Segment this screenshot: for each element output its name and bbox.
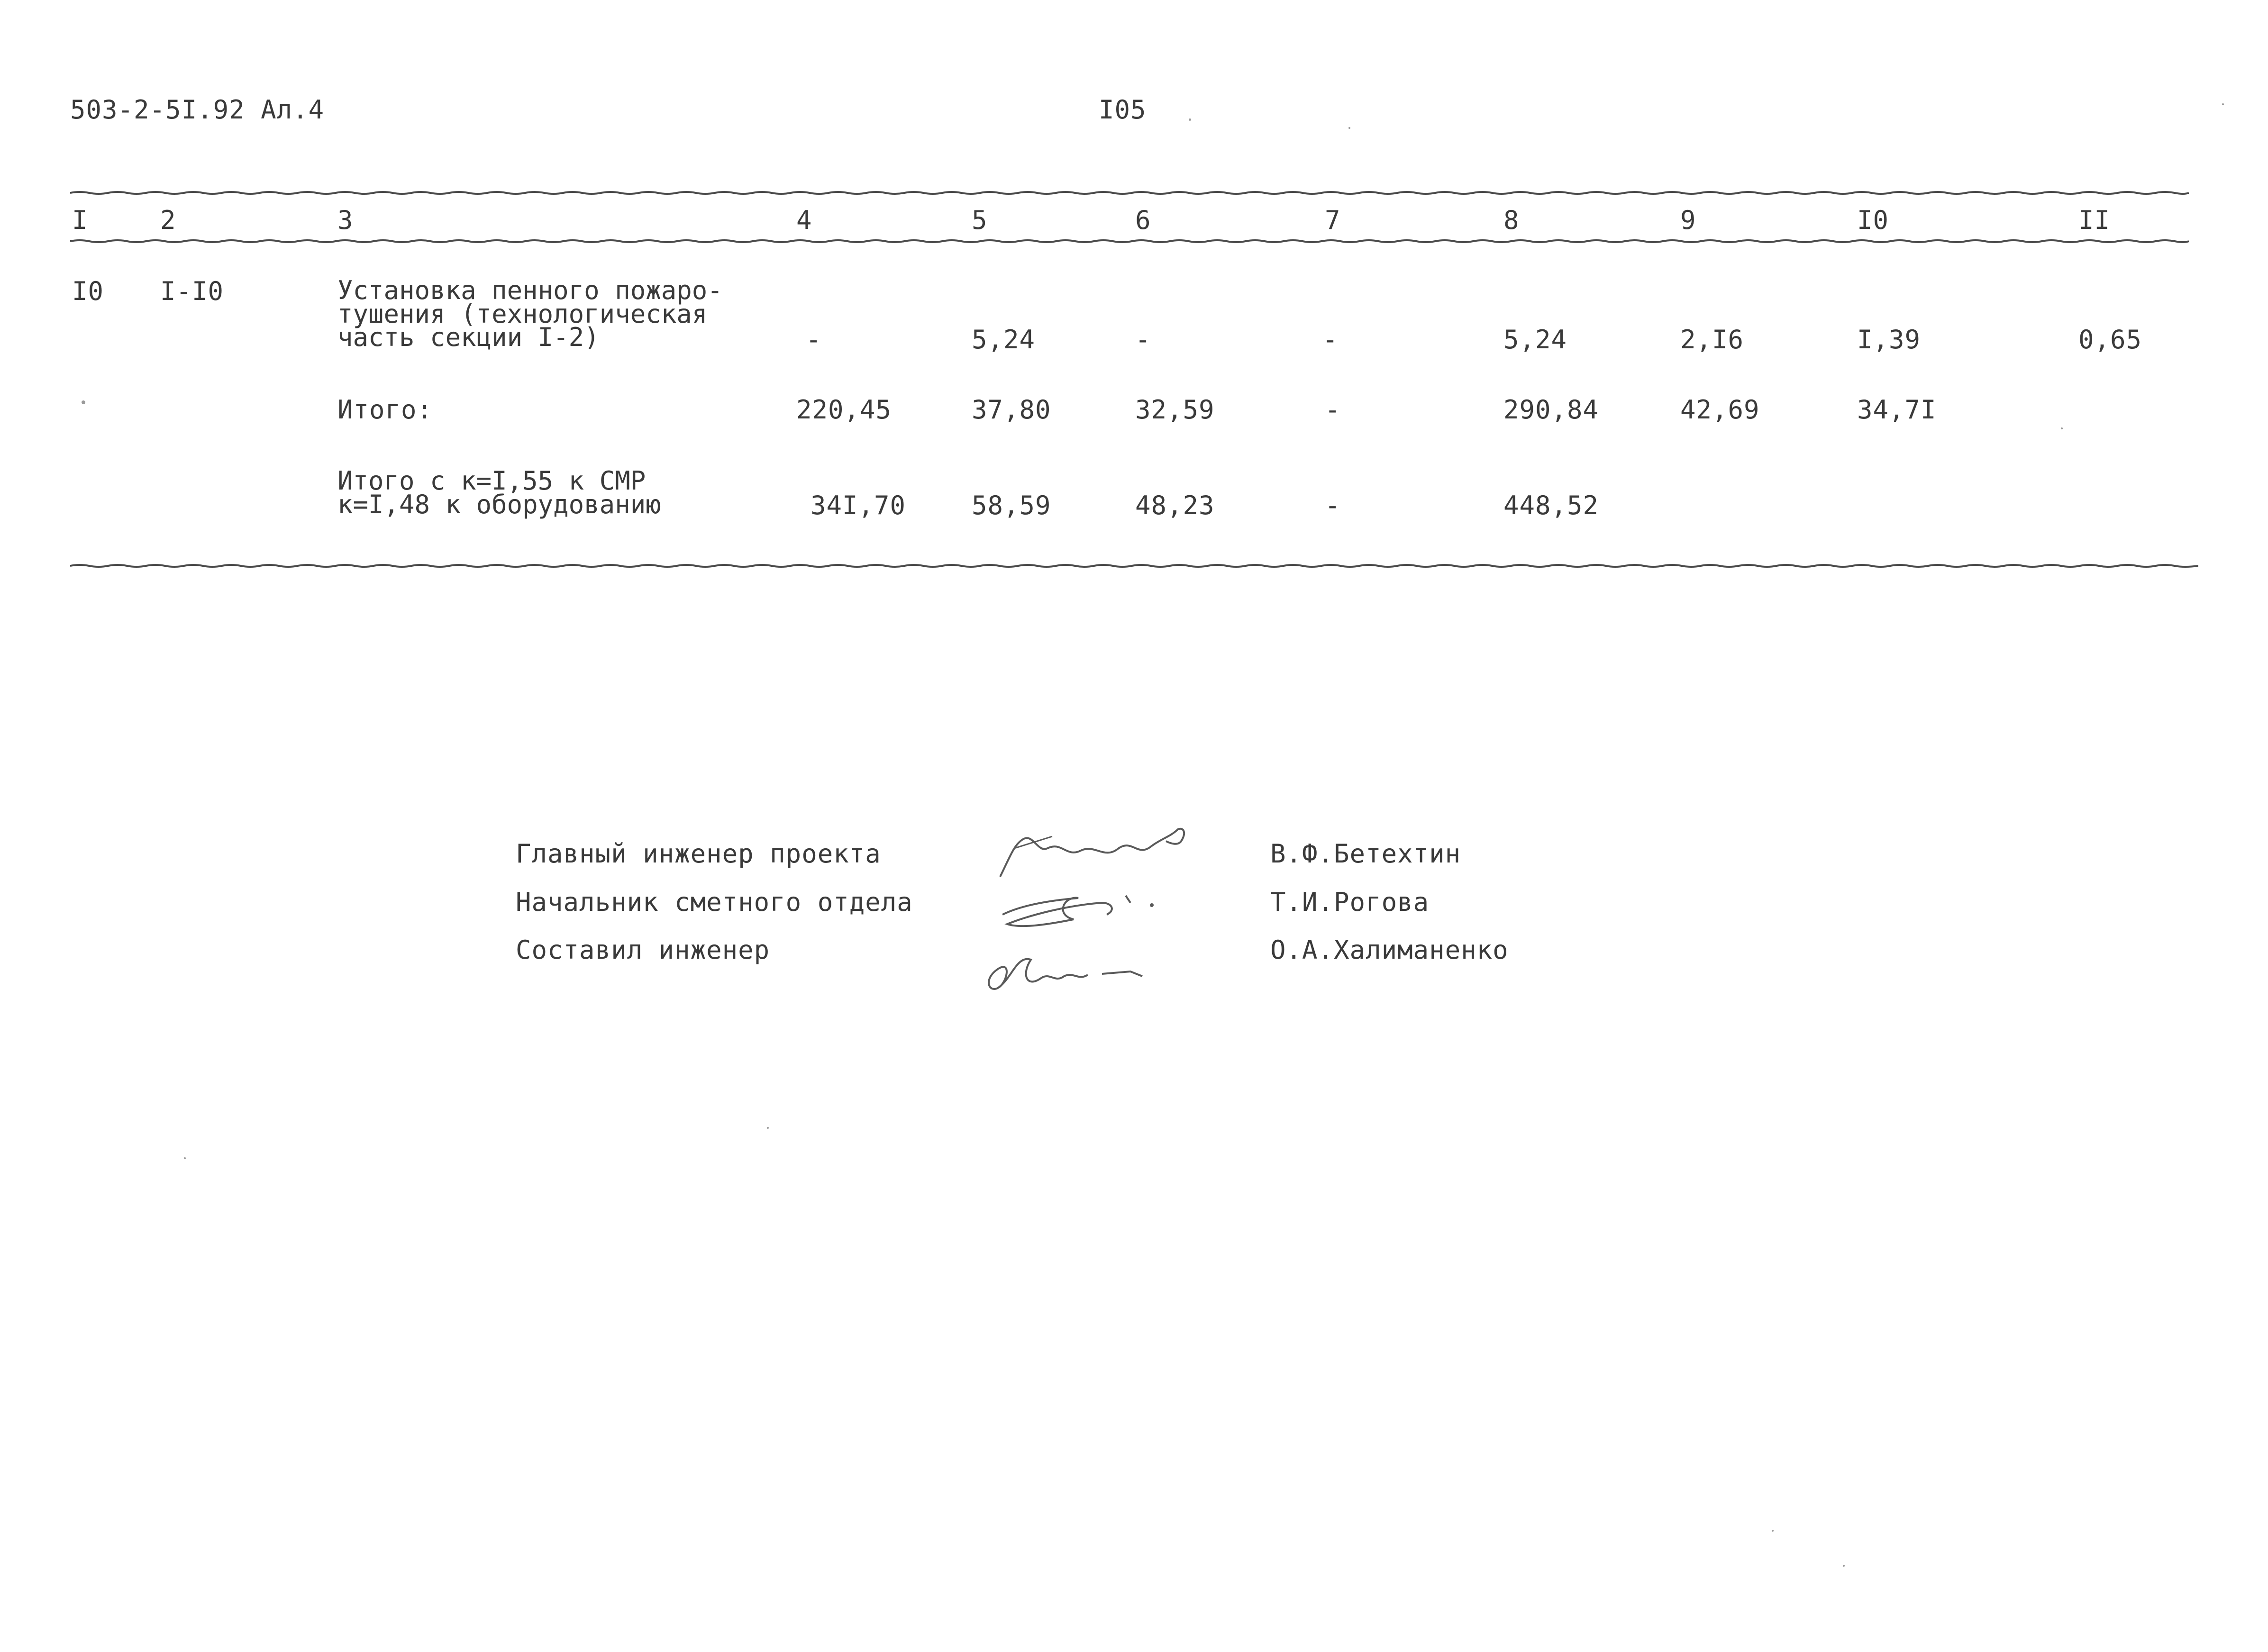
signature-role: Начальник сметного отдела (516, 887, 913, 917)
cell-value: 58,59 (972, 490, 1051, 520)
table-header-bottom-rule (70, 239, 2189, 243)
table-bottom-rule (70, 564, 2198, 568)
scan-speck (184, 1157, 186, 1159)
cell-value: 290,84 (1503, 395, 1599, 425)
cell-value: 34I,70 (811, 490, 906, 520)
document-code: 503-2-5I.92 Ал.4 (70, 95, 325, 125)
cell-position-number: I0 (72, 276, 104, 306)
cell-description: Итого: (337, 395, 433, 425)
scan-speck (767, 1127, 769, 1129)
column-number: I0 (1857, 205, 1889, 235)
column-number: 8 (1503, 205, 1520, 235)
cell-value: - (1325, 395, 1341, 425)
cell-value: 0,65 (2078, 325, 2142, 354)
table-top-rule (70, 191, 2189, 195)
signature-scribble (995, 825, 1194, 881)
cell-description: Итого с к=I,55 к СМР к=I,48 к оборудованию (337, 466, 661, 519)
cell-value: 32,59 (1135, 395, 1215, 425)
column-number: 5 (972, 205, 988, 235)
cell-value: - (1325, 490, 1341, 520)
signature-role: Составил инженер (516, 935, 770, 965)
cell-value: 5,24 (1503, 325, 1567, 354)
cell-value: 48,23 (1135, 490, 1215, 520)
cell-value: 220,45 (796, 395, 892, 425)
cell-value: - (806, 325, 822, 354)
column-number: 4 (796, 205, 812, 235)
column-number: 3 (337, 205, 354, 235)
scan-speck (1772, 1530, 1774, 1532)
scan-speck (1189, 118, 1191, 121)
column-number: 2 (160, 205, 176, 235)
signature-scribble (979, 945, 1149, 998)
column-number: 9 (1680, 205, 1696, 235)
column-number: II (2078, 205, 2111, 235)
cell-description: Установка пенного пожаро- тушения (технологическая часть секции I-2) (337, 275, 723, 353)
page-number: I05 (1099, 95, 1147, 125)
column-number: I (72, 205, 88, 235)
cell-value: I,39 (1857, 325, 1921, 354)
cell-code: I-I0 (160, 276, 224, 306)
cell-value: 37,80 (972, 395, 1051, 425)
scan-speck (2222, 103, 2224, 105)
signature-scribble (993, 877, 1164, 934)
scan-speck (1843, 1565, 1845, 1567)
cell-value: 448,52 (1503, 490, 1599, 520)
cell-value: 34,7I (1857, 395, 1937, 425)
column-number: 7 (1325, 205, 1341, 235)
cell-value: - (1322, 325, 1339, 354)
cell-value: 2,I6 (1680, 325, 1744, 354)
column-number: 6 (1135, 205, 1151, 235)
signature-name: Т.И.Рогова (1270, 887, 1430, 917)
cell-value: 42,69 (1680, 395, 1760, 425)
cell-value: 5,24 (972, 325, 1036, 354)
cell-value: - (1135, 325, 1151, 354)
signature-name: О.А.Халиманенко (1270, 935, 1509, 965)
signature-name: В.Ф.Бетехтин (1270, 839, 1461, 869)
scan-speck (2061, 427, 2063, 429)
signature-role: Главный инженер проекта (516, 839, 881, 869)
scan-speck (1348, 127, 1350, 129)
scan-speck (82, 400, 85, 404)
